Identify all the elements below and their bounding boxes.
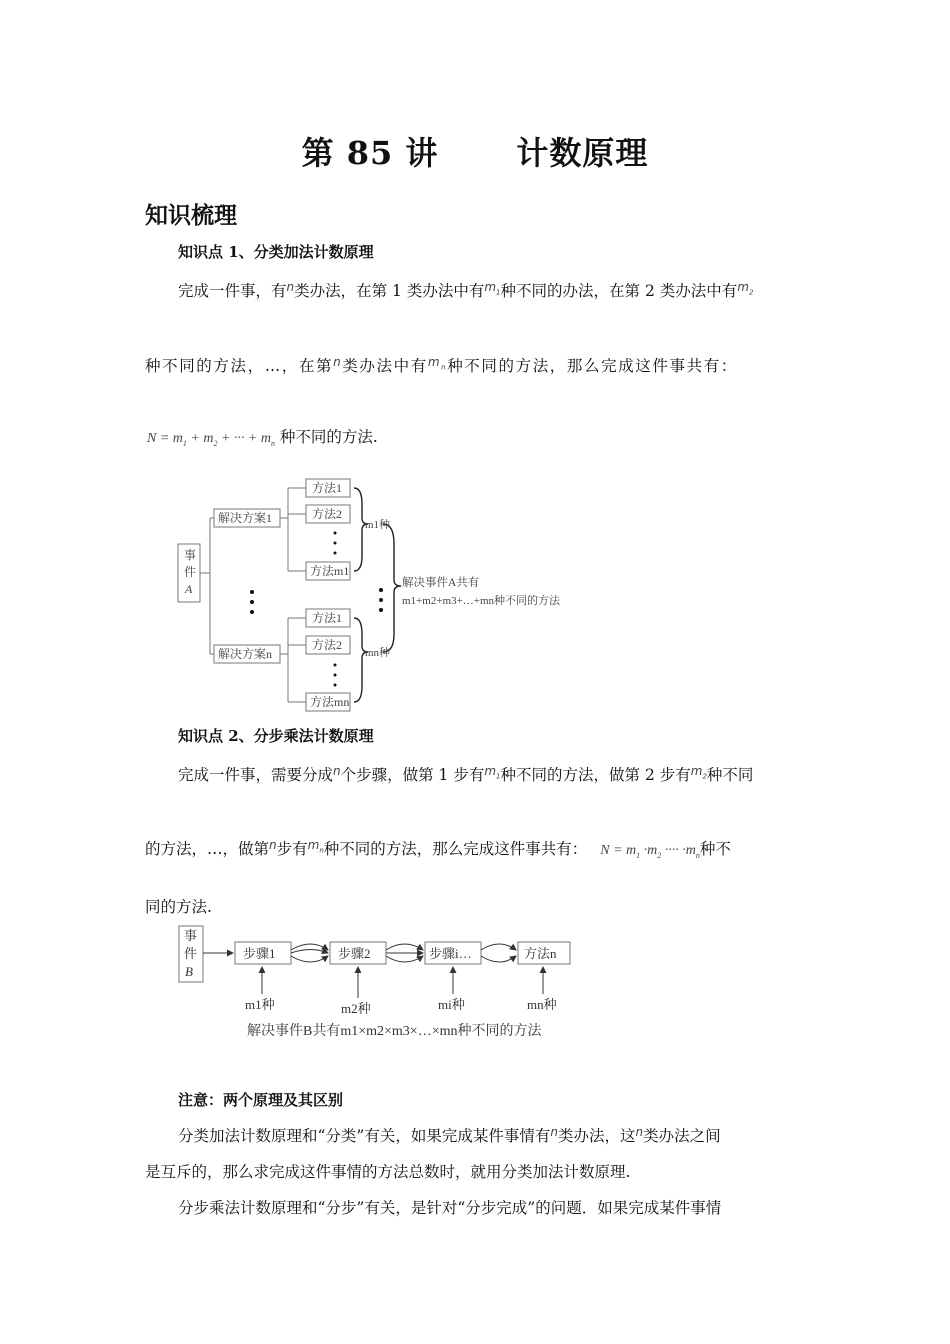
count-m2: m2种 xyxy=(341,1001,371,1016)
note-heading: 注意：两个原理及其区别 xyxy=(178,1091,344,1109)
step-diagram xyxy=(175,922,595,1044)
classification-diagram xyxy=(170,474,610,714)
event-b-char1: 事 xyxy=(184,928,198,943)
event-a-char3: A xyxy=(185,582,193,596)
method-top-2: 方法2 xyxy=(312,507,343,521)
step-i: 步骤i… xyxy=(429,946,472,961)
step-n: 方法n xyxy=(524,946,557,961)
page-title xyxy=(0,128,950,174)
count-m1: m1种 xyxy=(245,997,275,1012)
method-bottom-mn: 方法mn xyxy=(310,695,350,709)
plan-1-label: 解决方案1 xyxy=(218,511,273,525)
note-line1: 分类加法计数原理和“分类”有关，如果完成某件事情有$^n$类办法，这$^n$类办法之间 xyxy=(178,1125,721,1145)
point2-line2: 的方法，…，做第$^n$步有$^{m_n}$种不同的方法，那么完成这件事共有： $N = m_1 \cdot m_2$ ···· $\cdot m_n$种不 xyxy=(145,838,731,860)
point1-heading: 知识点 1、分类加法计数原理 xyxy=(178,243,374,261)
event-a-char1: 事 xyxy=(184,548,197,562)
point2-line1: 完成一件事，需要分成$^n$个步骤，做第 1 步有$^{m_1}$种不同的方法，做第 2 步有$^{m_2}$种不同 xyxy=(178,764,754,784)
sum-formula: $N = m_1 + m_2$ + ··· + $m_n$ xyxy=(147,431,275,448)
point1-line2: 种不同的方法，…，在第$^n$类办法中有$^{m_n}$种不同的方法，那么完成这件事共有： xyxy=(145,355,738,375)
section-title: 知识梳理 xyxy=(145,202,237,229)
note-line2: 是互斥的，那么求完成这件事情的方法总数时，就用分类加法计数原理. xyxy=(145,1163,631,1181)
method-bottom-1: 方法1 xyxy=(312,611,343,625)
note-line3: 分步乘法计数原理和“分步”有关，是针对“分步完成”的问题．如果完成某件事情 xyxy=(178,1199,722,1217)
mn-count: mn种 xyxy=(365,647,391,659)
event-b-char2: 件 xyxy=(184,946,198,961)
method-bottom-2: 方法2 xyxy=(312,638,343,652)
lecture-topic: 计数原理 xyxy=(516,134,649,172)
point2-line3: 同的方法. xyxy=(145,898,212,916)
step-2: 步骤2 xyxy=(338,946,371,961)
event-a-char2: 件 xyxy=(184,565,197,579)
method-top-m1: 方法m1 xyxy=(310,564,350,578)
step-result: 解决事件B共有m1×m2×m3×…×mn种不同的方法 xyxy=(247,1024,542,1039)
product-formula: $N = m_1 \cdot m_2$ ···· $\cdot m_n$ xyxy=(600,843,700,860)
plan-n-label: 解决方案n xyxy=(218,647,273,661)
count-mn: mn种 xyxy=(527,997,557,1012)
result-line1: 解决事件A共有 xyxy=(402,577,480,589)
event-b-char3: B xyxy=(185,964,193,979)
method-top-1: 方法1 xyxy=(312,481,343,495)
lecture-number: 第 85 讲 xyxy=(301,134,439,172)
point1-line3: $N = m_1 + m_2$ + ··· + $m_n$ 种不同的方法. xyxy=(147,428,378,448)
count-mi: mi种 xyxy=(438,997,465,1012)
step-1: 步骤1 xyxy=(243,946,276,961)
brace-bottom xyxy=(354,618,368,702)
brace-total xyxy=(383,524,401,652)
m1-count: m1种 xyxy=(365,519,391,531)
point2-heading: 知识点 2、分步乘法计数原理 xyxy=(178,727,374,745)
result-line2: m1+m2+m3+…+mn种不同的方法 xyxy=(402,595,561,607)
point1-line1: 完成一件事，有$^n$类办法，在第 1 类办法中有$^{m_1}$种不同的办法，在第 2 类办法中有$^{m_2}$ xyxy=(178,280,754,300)
